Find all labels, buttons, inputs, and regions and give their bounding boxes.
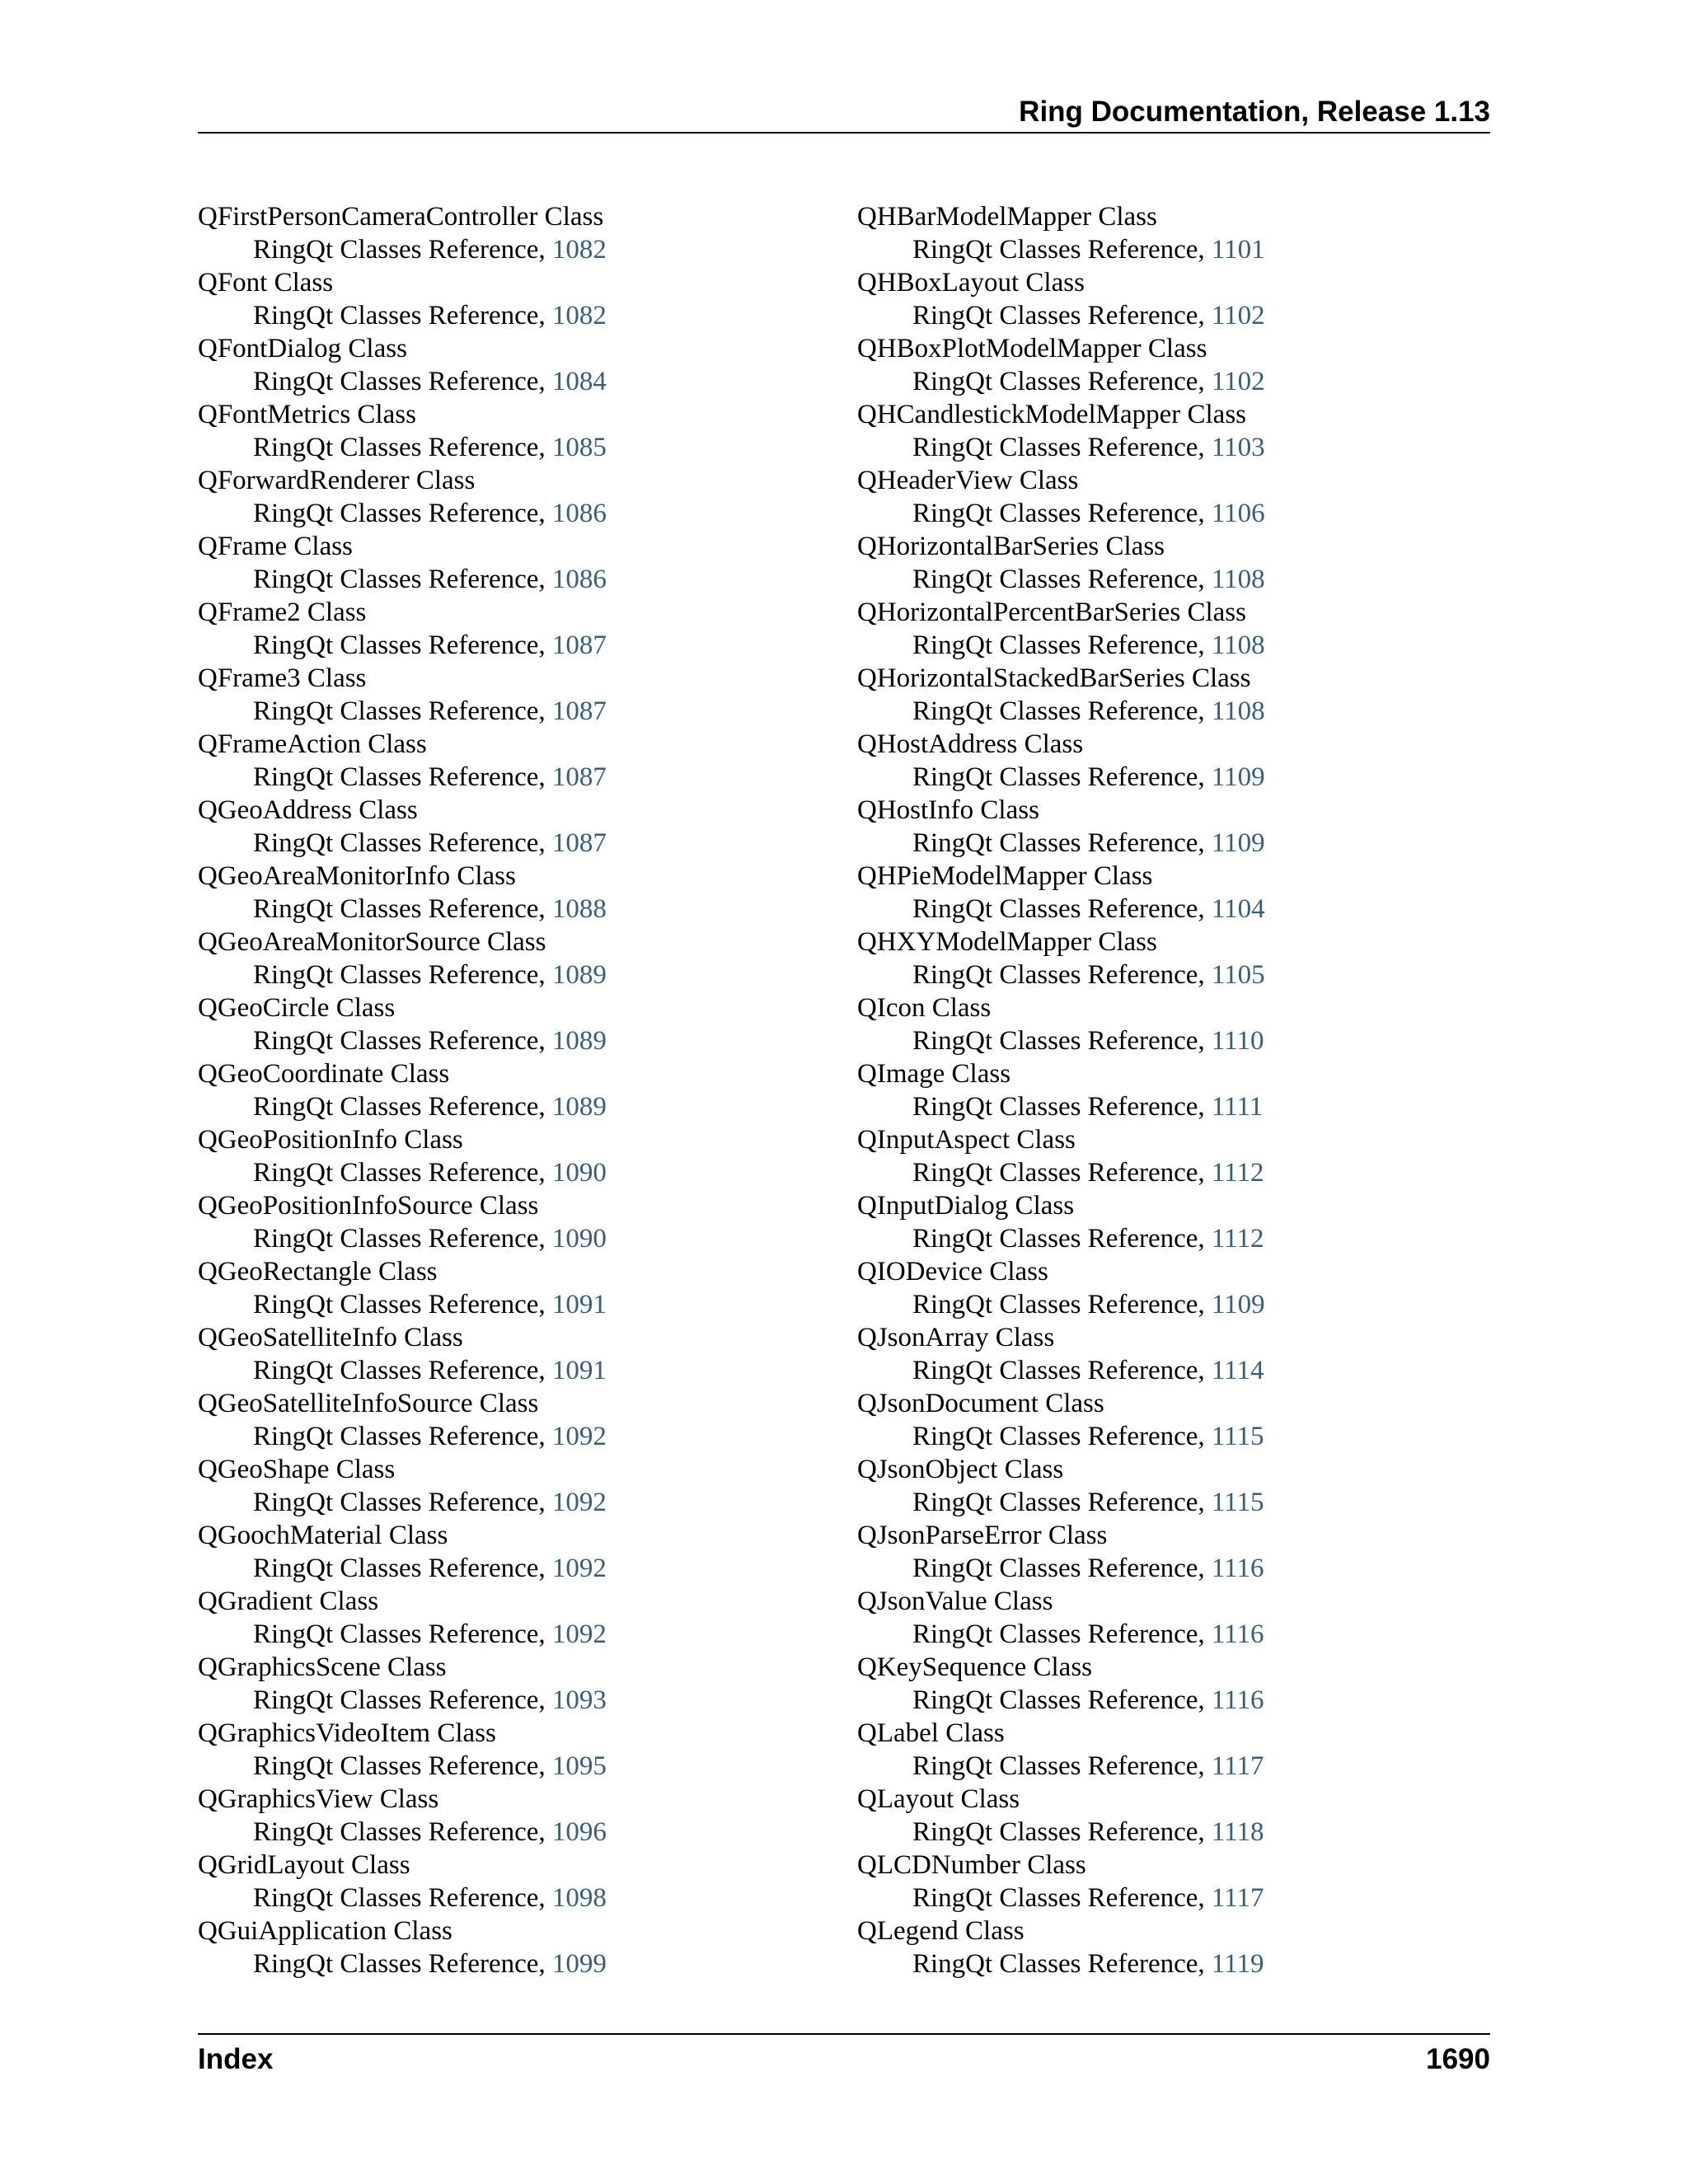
index-entry [857,530,1484,596]
page-number-link[interactable]: 1115 [1211,1422,1264,1451]
index-subentry: RingQt Classes Reference, 1088 [253,894,607,924]
index-entry [198,398,824,464]
index-subentry: RingQt Classes Reference, 1116 [912,1619,1264,1649]
index-subentry: RingQt Classes Reference, 1105 [912,960,1265,990]
page-number-link[interactable]: 1103 [1211,433,1265,462]
page-number-link[interactable]: 1112 [1211,1224,1264,1254]
index-subentry: RingQt Classes Reference, 1115 [912,1422,1264,1451]
index-term: QFontMetrics Class [198,400,416,429]
index-subentry-label: RingQt Classes Reference [912,499,1198,528]
index-entry [198,728,824,794]
index-subentry: RingQt Classes Reference, 1087 [253,828,607,858]
index-subentry: RingQt Classes Reference, 1115 [912,1488,1264,1517]
index-entry [857,1519,1484,1585]
page-number-link[interactable]: 1084 [551,367,607,396]
index-entry [198,1321,824,1387]
index-subentry-label: RingQt Classes Reference [912,1158,1198,1188]
page-number-link[interactable]: 1116 [1211,1619,1264,1649]
index-entry [857,464,1484,530]
index-term: QLCDNumber Class [857,1850,1086,1880]
index-subentry: RingQt Classes Reference, 1116 [912,1685,1264,1715]
page-number-link[interactable]: 1119 [1211,1949,1264,1979]
page-number-link[interactable]: 1112 [1211,1158,1264,1188]
index-subentry: RingQt Classes Reference, 1089 [253,960,607,990]
page-number-link[interactable]: 1086 [551,499,607,528]
index-term: QImage Class [857,1059,1011,1089]
index-subentry: RingQt Classes Reference, 1109 [912,762,1265,792]
index-term: QGoochMaterial Class [198,1521,448,1550]
index-subentry: RingQt Classes Reference, 1084 [253,367,607,396]
footer-section-label: Index [198,2043,274,2075]
index-subentry: RingQt Classes Reference, 1087 [253,696,607,726]
index-subentry: RingQt Classes Reference, 1104 [912,894,1265,924]
index-subentry-label: RingQt Classes Reference [253,630,539,660]
index-entry [198,464,824,530]
page-number-link[interactable]: 1117 [1211,1751,1264,1781]
index-subentry: RingQt Classes Reference, 1093 [253,1685,607,1715]
index-entry [857,1585,1484,1651]
index-subentry: RingQt Classes Reference, 1082 [253,301,607,330]
index-entry [198,1189,824,1255]
page-number-link[interactable]: 1117 [1211,1883,1264,1913]
index-subentry-label: RingQt Classes Reference [253,367,539,396]
index-subentry-label: RingQt Classes Reference [253,301,539,330]
index-term: QHPieModelMapper Class [857,861,1153,891]
index-entry [198,266,824,332]
index-subentry: RingQt Classes Reference, 1117 [912,1883,1264,1913]
index-entry [857,1255,1484,1321]
index-entry [198,794,824,860]
index-subentry-label: RingQt Classes Reference [253,1026,539,1056]
index-entry [857,398,1484,464]
index-entry [857,266,1484,332]
index-entry [198,926,824,991]
index-subentry-label: RingQt Classes Reference [912,696,1198,726]
index-subentry-label: RingQt Classes Reference [912,1817,1198,1847]
index-subentry-label: RingQt Classes Reference [253,894,539,924]
index-subentry-label: RingQt Classes Reference [253,235,539,265]
index-subentry: RingQt Classes Reference, 1089 [253,1026,607,1056]
index-term: QHostInfo Class [857,795,1039,825]
index-subentry-label: RingQt Classes Reference [912,301,1198,330]
index-subentry: RingQt Classes Reference, 1091 [253,1356,607,1385]
index-term: QHBarModelMapper Class [857,202,1157,232]
index-term: QGeoSatelliteInfoSource Class [198,1389,539,1418]
index-term: QJsonValue Class [857,1586,1053,1616]
index-entry [857,794,1484,860]
index-term: QGraphicsView Class [198,1784,439,1814]
index-subentry-label: RingQt Classes Reference [912,235,1198,265]
index-term: QFirstPersonCameraController Class [198,202,604,232]
page-number-link[interactable]: 1109 [1211,828,1265,858]
index-subentry: RingQt Classes Reference, 1087 [253,630,607,660]
index-subentry-label: RingQt Classes Reference [912,367,1198,396]
index-entry [198,662,824,728]
index-term: QFontDialog Class [198,334,407,363]
index-subentry: RingQt Classes Reference, 1090 [253,1224,607,1254]
index-entry [857,1321,1484,1387]
page-number-link[interactable]: 1091 [551,1290,607,1319]
index-subentry-label: RingQt Classes Reference [253,828,539,858]
index-term: QGeoCoordinate Class [198,1059,450,1089]
index-term: QGeoShape Class [198,1455,396,1484]
page-number-link[interactable]: 1118 [1211,1817,1264,1847]
index-entry [198,1519,824,1585]
index-entry [198,991,824,1057]
index-term: QHorizontalStackedBarSeries Class [857,663,1251,693]
index-term: QForwardRenderer Class [198,466,476,495]
index-subentry-label: RingQt Classes Reference [253,960,539,990]
index-subentry: RingQt Classes Reference, 1114 [912,1356,1264,1385]
page-number-link[interactable]: 1105 [1211,960,1265,990]
index-subentry: RingQt Classes Reference, 1116 [912,1554,1264,1583]
index-term: QLayout Class [857,1784,1020,1814]
page-number-link[interactable]: 1108 [1211,565,1265,594]
index-entry [198,1717,824,1783]
page-number-link[interactable]: 1090 [551,1224,607,1254]
index-subentry: RingQt Classes Reference, 1089 [253,1092,607,1122]
index-subentry-label: RingQt Classes Reference [912,960,1198,990]
index-subentry: RingQt Classes Reference, 1118 [912,1817,1264,1847]
page-number-link[interactable]: 1089 [551,1092,607,1122]
index-subentry: RingQt Classes Reference, 1098 [253,1883,607,1913]
page-number-link[interactable]: 1085 [551,433,607,462]
index-term: QFrame Class [198,532,353,561]
index-subentry-label: RingQt Classes Reference [912,1883,1198,1913]
index-subentry: RingQt Classes Reference, 1092 [253,1488,607,1517]
index-entry [857,926,1484,991]
index-subentry-label: RingQt Classes Reference [912,1685,1198,1715]
index-subentry-label: RingQt Classes Reference [912,1422,1198,1451]
index-term: QGuiApplication Class [198,1916,452,1946]
index-subentry-label: RingQt Classes Reference [912,565,1198,594]
index-entry [198,1651,824,1717]
index-entry [857,662,1484,728]
page-number-link[interactable]: 1092 [551,1619,607,1649]
index-term: QJsonObject Class [857,1455,1064,1484]
page-number-link[interactable]: 1102 [1211,367,1265,396]
index-term: QLabel Class [857,1718,1005,1748]
page-number-link[interactable]: 1091 [551,1356,607,1385]
page-number-link[interactable]: 1115 [1211,1488,1264,1517]
index-subentry-label: RingQt Classes Reference [253,433,539,462]
page-number-link[interactable]: 1087 [551,762,607,792]
index-subentry-label: RingQt Classes Reference [253,1949,539,1979]
page-number-link[interactable]: 1087 [551,630,607,660]
index-entry [198,1783,824,1849]
index-term: QHXYModelMapper Class [857,927,1157,957]
index-term: QGeoAreaMonitorInfo Class [198,861,516,891]
index-subentry: RingQt Classes Reference, 1106 [912,499,1265,528]
index-subentry-label: RingQt Classes Reference [253,1554,539,1583]
index-term: QHorizontalBarSeries Class [857,532,1165,561]
page-number-link[interactable]: 1087 [551,828,607,858]
page-number-link[interactable]: 1116 [1211,1554,1264,1583]
index-term: QKeySequence Class [857,1652,1093,1682]
index-term: QGeoCircle Class [198,993,396,1023]
page-number-link[interactable]: 1092 [551,1422,607,1451]
page-number-link[interactable]: 1106 [1211,499,1265,528]
index-subentry-label: RingQt Classes Reference [253,499,539,528]
index-term: QGeoPositionInfo Class [198,1125,463,1155]
index-subentry-label: RingQt Classes Reference [253,1619,539,1649]
index-entry [198,1057,824,1123]
index-subentry-label: RingQt Classes Reference [253,1224,539,1254]
index-subentry-label: RingQt Classes Reference [912,1356,1198,1385]
index-subentry: RingQt Classes Reference, 1090 [253,1158,607,1188]
index-entry [198,1387,824,1453]
index-subentry: RingQt Classes Reference, 1102 [912,367,1265,396]
footer-page-number: 1690 [1426,2043,1490,2075]
index-subentry: RingQt Classes Reference, 1101 [912,235,1265,265]
index-entry [857,1849,1484,1915]
page-number-link[interactable]: 1108 [1211,696,1265,726]
page-footer [198,2033,1490,2083]
index-subentry-label: RingQt Classes Reference [912,630,1198,660]
index-column-right [857,200,1484,1980]
page-number-link[interactable]: 1092 [551,1488,607,1517]
index-subentry-label: RingQt Classes Reference [912,1619,1198,1649]
index-term: QGraphicsScene Class [198,1652,447,1682]
page-number-link[interactable]: 1098 [551,1883,607,1913]
index-entry [198,200,824,266]
index-subentry: RingQt Classes Reference, 1108 [912,630,1265,660]
index-subentry-label: RingQt Classes Reference [912,762,1198,792]
index-entry [857,1057,1484,1123]
index-subentry-label: RingQt Classes Reference [253,1422,539,1451]
index-subentry-label: RingQt Classes Reference [912,1751,1198,1781]
page-number-link[interactable]: 1086 [551,565,607,594]
index-subentry: RingQt Classes Reference, 1099 [253,1949,607,1979]
page-number-link[interactable]: 1093 [551,1685,607,1715]
page-number-link[interactable]: 1089 [551,1026,607,1056]
index-term: QGradient Class [198,1586,379,1616]
index-term: QFont Class [198,268,334,298]
index-subentry: RingQt Classes Reference, 1102 [912,301,1265,330]
index-term: QHostAddress Class [857,729,1084,759]
index-subentry: RingQt Classes Reference, 1085 [253,433,607,462]
index-term: QGeoAreaMonitorSource Class [198,927,546,957]
index-term: QHorizontalPercentBarSeries Class [857,598,1246,627]
index-entry [857,596,1484,662]
index-term: QGridLayout Class [198,1850,410,1880]
page-number-link[interactable]: 1109 [1211,1290,1265,1319]
index-subentry-label: RingQt Classes Reference [253,1685,539,1715]
index-term: QIODevice Class [857,1257,1048,1286]
index-term: QInputAspect Class [857,1125,1076,1155]
index-subentry-label: RingQt Classes Reference [912,433,1198,462]
index-subentry: RingQt Classes Reference, 1110 [912,1026,1264,1056]
index-entry [857,1189,1484,1255]
index-term: QIcon Class [857,993,992,1023]
index-entry [198,1849,824,1915]
index-term: QHBoxLayout Class [857,268,1085,298]
index-subentry: RingQt Classes Reference, 1086 [253,565,607,594]
index-subentry-label: RingQt Classes Reference [912,1224,1198,1254]
index-entry [198,596,824,662]
index-entry [857,728,1484,794]
index-subentry: RingQt Classes Reference, 1103 [912,433,1265,462]
index-entry [857,1453,1484,1519]
index-entry [857,1717,1484,1783]
index-subentry: RingQt Classes Reference, 1082 [253,235,607,265]
index-entry [857,332,1484,398]
index-subentry-label: RingQt Classes Reference [253,696,539,726]
index-subentry-label: RingQt Classes Reference [912,1488,1198,1517]
index-subentry: RingQt Classes Reference, 1108 [912,696,1265,726]
index-term: QGraphicsVideoItem Class [198,1718,496,1748]
index-subentry-label: RingQt Classes Reference [253,1488,539,1517]
index-subentry-label: RingQt Classes Reference [253,565,539,594]
index-subentry-label: RingQt Classes Reference [253,1883,539,1913]
index-entry [198,1915,824,1980]
page-number-link[interactable]: 1092 [551,1554,607,1583]
index-term: QJsonArray Class [857,1323,1055,1352]
index-subentry: RingQt Classes Reference, 1117 [912,1751,1264,1781]
index-entry [857,1123,1484,1189]
index-entry [857,860,1484,926]
index-subentry-label: RingQt Classes Reference [912,828,1198,858]
index-term: QFrame3 Class [198,663,367,693]
index-subentry: RingQt Classes Reference, 1092 [253,1422,607,1451]
page-number-link[interactable]: 1089 [551,960,607,990]
index-subentry-label: RingQt Classes Reference [253,1158,539,1188]
page-number-link[interactable]: 1099 [551,1949,607,1979]
index-subentry-label: RingQt Classes Reference [912,894,1198,924]
index-term: QFrame2 Class [198,598,367,627]
index-subentry-label: RingQt Classes Reference [253,1290,539,1319]
index-subentry: RingQt Classes Reference, 1096 [253,1817,607,1847]
document-title: Ring Documentation, Release 1.13 [1019,96,1490,128]
index-entry [857,991,1484,1057]
index-entry [198,1255,824,1321]
index-subentry-label: RingQt Classes Reference [912,1949,1198,1979]
index-term: QGeoRectangle Class [198,1257,438,1286]
index-term: QHBoxPlotModelMapper Class [857,334,1207,363]
index-subentry-label: RingQt Classes Reference [912,1092,1198,1122]
index-term: QLegend Class [857,1916,1025,1946]
page-number-link[interactable]: 1116 [1211,1685,1264,1715]
index-entry [198,1585,824,1651]
index-subentry: RingQt Classes Reference, 1119 [912,1949,1264,1979]
page-number-link[interactable]: 1110 [1211,1026,1264,1056]
index-entry [857,1651,1484,1717]
index-subentry-label: RingQt Classes Reference [253,1817,539,1847]
index-subentry: RingQt Classes Reference, 1092 [253,1554,607,1583]
page-number-link[interactable]: 1111 [1211,1092,1264,1122]
index-subentry: RingQt Classes Reference, 1095 [253,1751,607,1781]
page-number-link[interactable]: 1109 [1211,762,1265,792]
index-entry [857,1915,1484,1980]
index-entry [857,1783,1484,1849]
index-subentry-label: RingQt Classes Reference [912,1554,1198,1583]
index-subentry-label: RingQt Classes Reference [912,1026,1198,1056]
index-subentry: RingQt Classes Reference, 1109 [912,1290,1265,1319]
index-term: QGeoSatelliteInfo Class [198,1323,463,1352]
page-number-link[interactable]: 1082 [551,301,607,330]
index-entry [857,200,1484,266]
index-term: QGeoPositionInfoSource Class [198,1191,539,1221]
page-number-link[interactable]: 1102 [1211,301,1265,330]
page-number-link[interactable]: 1104 [1211,894,1265,924]
index-subentry-label: RingQt Classes Reference [253,1751,539,1781]
page-header [198,92,1490,134]
index-column-left [198,200,824,1980]
index-entry [198,530,824,596]
page-number-link[interactable]: 1096 [551,1817,607,1847]
index-entry [198,332,824,398]
index-term: QHCandlestickModelMapper Class [857,400,1247,429]
index-entry [198,1453,824,1519]
index-subentry-label: RingQt Classes Reference [912,1290,1198,1319]
index-subentry-label: RingQt Classes Reference [253,762,539,792]
index-entry [198,1123,824,1189]
index-subentry: RingQt Classes Reference, 1109 [912,828,1265,858]
index-subentry: RingQt Classes Reference, 1112 [912,1158,1264,1188]
index-subentry: RingQt Classes Reference, 1087 [253,762,607,792]
index-term: QGeoAddress Class [198,795,418,825]
page-number-link[interactable]: 1095 [551,1751,607,1781]
index-subentry-label: RingQt Classes Reference [253,1356,539,1385]
index-subentry: RingQt Classes Reference, 1092 [253,1619,607,1649]
page-number-link[interactable]: 1101 [1211,235,1265,265]
page-number-link[interactable]: 1114 [1211,1356,1264,1385]
index-entry [857,1387,1484,1453]
page-number-link[interactable]: 1090 [551,1158,607,1188]
page-number-link[interactable]: 1087 [551,696,607,726]
index-subentry: RingQt Classes Reference, 1086 [253,499,607,528]
index-term: QJsonDocument Class [857,1389,1104,1418]
index-term: QJsonParseError Class [857,1521,1108,1550]
index-term: QFrameAction Class [198,729,427,759]
index-subentry: RingQt Classes Reference, 1111 [912,1092,1264,1122]
page-number-link[interactable]: 1088 [551,894,607,924]
index-subentry-label: RingQt Classes Reference [253,1092,539,1122]
index-entry [198,860,824,926]
index-subentry: RingQt Classes Reference, 1091 [253,1290,607,1319]
index-term: QHeaderView Class [857,466,1079,495]
page-number-link[interactable]: 1082 [551,235,607,265]
index-subentry: RingQt Classes Reference, 1108 [912,565,1265,594]
index-term: QInputDialog Class [857,1191,1075,1221]
page-number-link[interactable]: 1108 [1211,630,1265,660]
index-subentry: RingQt Classes Reference, 1112 [912,1224,1264,1254]
